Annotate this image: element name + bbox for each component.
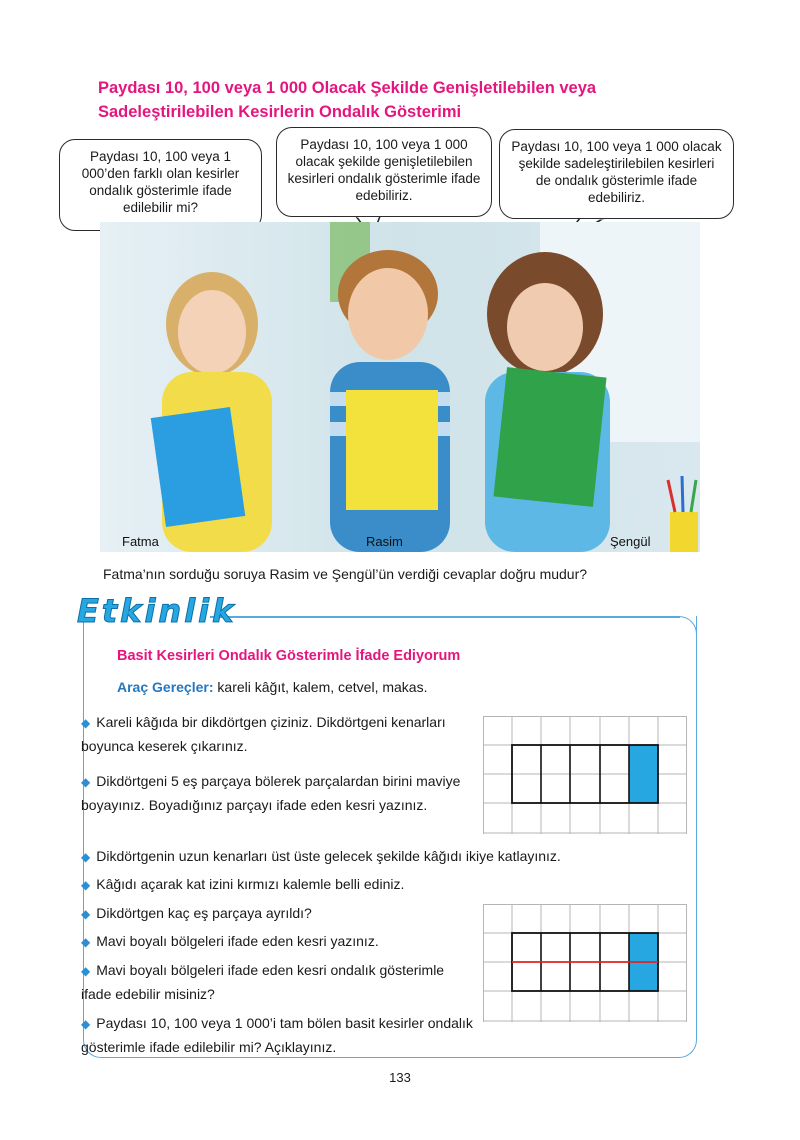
activity-step: ◆ Dikdörtgeni 5 eş parçaya bölerek parçalardan birini maviye boyayınız. Boyadığınız parçayı ifade eden kesri yazınız. [81,773,461,813]
activity-step: ◆ Paydası 10, 100 veya 1 000’i tam bölen basit kesirler ondalık gösterimle ifade edilebilir mi? Açıklayınız. [81,1015,473,1055]
photo-question: Fatma’nın sorduğu soruya Rasim ve Şengül’ün verdiği cevaplar doğru mudur? [103,566,588,582]
section-title: Paydası 10, 100 veya 1 000 Olacak Şekilde Genişletilebilen veya Sadeleştirilebilen Kesirlerin Ondalık Gösterimi [98,79,597,121]
name-label-sengul: Şengül [610,534,651,549]
diamond-bullet-icon: ◆ [81,716,91,730]
speech-bubble-fatma: Paydası 10, 100 veya 1 000’den farklı olan kesirler ondalık gösterimle ifade edilebilir mi? [59,139,262,231]
diamond-bullet-icon: ◆ [81,907,91,921]
activity-frame-top [210,616,680,618]
activity-step: ◆ Mavi boyalı bölgeleri ifade eden kesri ondalık gösterimle ifade edebilir misiniz? [81,962,445,1002]
grid-figure-1 [483,716,687,834]
diamond-bullet-icon: ◆ [81,964,91,978]
diamond-bullet-icon: ◆ [81,1017,91,1031]
children-photo [100,222,700,552]
diamond-bullet-icon: ◆ [81,878,91,892]
speech-bubble-sengul: Paydası 10, 100 veya 1 000 olacak şekilde sadeleştirilebilen kesirleri de ondalık gösterimle ifade edebiliriz. [499,129,734,219]
activity-tools [117,679,427,695]
name-label-rasim: Rasim [366,534,403,549]
tools-label: Araç Gereçler: [117,679,214,695]
activity-step: ◆ Mavi boyalı bölgeleri ifade eden kesri yazınız. [81,933,379,949]
name-label-fatma: Fatma [122,534,159,549]
diamond-bullet-icon: ◆ [81,935,91,949]
tools-value: kareli kâğıt, kalem, cetvel, makas. [217,679,428,695]
grid-figure-2 [483,904,687,1022]
activity-header: Etkinlik [77,592,237,630]
activity-step: ◆ Dikdörtgen kaç eş parçaya ayrıldı? [81,905,312,921]
activity-step: ◆ Kâğıdı açarak kat izini kırmızı kalemle belli ediniz. [81,876,405,892]
diamond-bullet-icon: ◆ [81,850,91,864]
activity-step: ◆ Kareli kâğıda bir dikdörtgen çiziniz. Dikdörtgeni kenarları boyunca keserek çıkarınız. [81,714,446,754]
activity-title: Basit Kesirleri Ondalık Gösterimle İfade Ediyorum [117,648,461,664]
speech-bubble-rasim: Paydası 10, 100 veya 1 000 olacak şekilde genişletilebilen kesirleri ondalık gösterimle ifade edebiliriz. [276,127,492,217]
page-number: 133 [389,1070,411,1085]
diamond-bullet-icon: ◆ [81,775,91,789]
activity-step: ◆ Dikdörtgenin uzun kenarları üst üste gelecek şekilde kâğıdı ikiye katlayınız. [81,848,561,864]
